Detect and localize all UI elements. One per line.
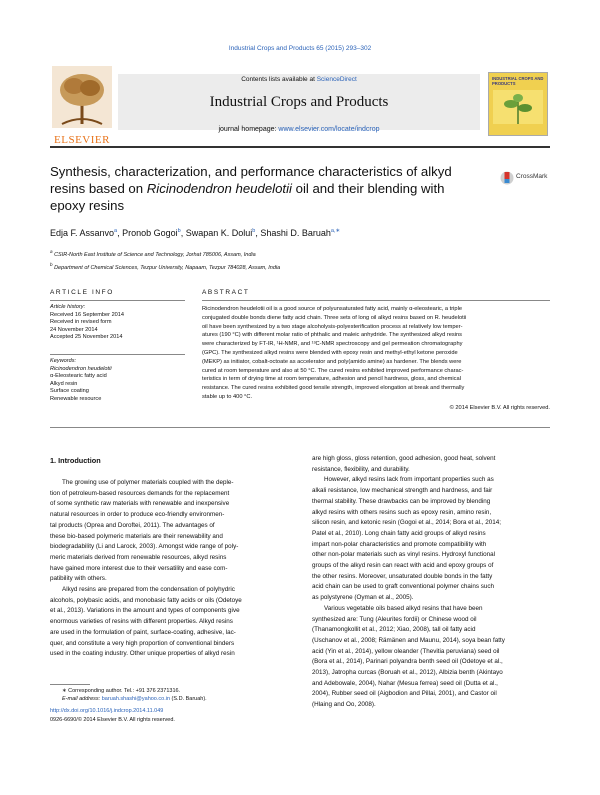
intro-right-line: other non-polar materials such as vinyl resins. Hydroxyl functional (312, 551, 496, 559)
intro-right-line: resistance, flexibility, and durability. (312, 465, 410, 473)
abstract-bottom-rule (50, 427, 550, 428)
intro-right-line: Various vegetable oils based alkyd resins that have been (324, 604, 483, 612)
intro-left-line: used in the coating industry. Other unique properties of alkyd resin (50, 650, 235, 658)
section-heading-introduction: 1. Introduction (50, 456, 101, 465)
intro-left-line: enormous varieties of resins with different properties. Alkyd resins (50, 618, 233, 626)
author[interactable]: Edja F. Assanvo (50, 228, 115, 238)
affiliation-b: $^b$ Department of Chemical Sciences, Tezpur University, Napaam, Tezpur 784028, Assam, India (50, 261, 281, 271)
intro-left-line: patibility with others. (50, 575, 107, 583)
journal-title: Industrial Crops and Products (209, 94, 389, 110)
intro-left-line: The growing use of polymer materials coupled with the deple- (62, 479, 234, 486)
intro-left-line: of some synthetic raw materials with renewable and inexpensive (50, 500, 230, 508)
intro-right-line: are high gloss, gloss retention, good adhesion, good heat, solvent (312, 455, 496, 462)
intro-left-line: are used in the formulation of paint, surface-coating, adhesive, lac- (50, 628, 236, 636)
author[interactable]: Pronob Gogoi (122, 228, 178, 238)
intro-right-line: acid chain can be used to graft conventional polymer chains such (312, 583, 495, 591)
header-rule (50, 146, 550, 148)
header-title-box (118, 74, 480, 130)
intro-right-line: (Thanamongkollit et al., 2012; Xiao, 2008), tall oil fatty acid (312, 626, 476, 634)
email-line: E-mail address: baruah.shashi@yahoo.co.in (S.D. Baruah). (62, 696, 207, 703)
intro-left-line: these bio-based polymeric materials are their renewability and (50, 532, 223, 540)
crossmark-badge[interactable] (500, 168, 550, 190)
journal-header (50, 66, 550, 144)
elsevier-logo (52, 66, 112, 146)
article-info-heading: ARTICLE INFO (50, 289, 114, 296)
intro-left-line: et al., 2013). Variations in the amount and types of components give (50, 607, 240, 615)
footnotes (50, 687, 300, 724)
abstract-heading: ABSTRACT (202, 289, 250, 296)
intro-right-line: the other resins. Moreover, unsaturated double bonds in the fatty (312, 572, 493, 580)
keywords-rule (50, 354, 185, 355)
elsevier-tree-icon (52, 66, 112, 128)
intro-right-line: silicon resin, and ketonic resin (Gogoi et al., 2014; Bora et al., 2014; (312, 519, 502, 527)
affiliation-a: $^a$ CSIR-North East Institute of Science and Technology, Jorhat 785006, Assam, India (50, 249, 256, 258)
intro-right-line: alkyd resins with others resins such as epoxy resin, amino resin, (312, 508, 492, 516)
intro-right-line: alkali resistance, low mechanical strength and hardness, and fair (312, 487, 493, 495)
intro-left-line: have gained more interest due to their versatility and ease com- (50, 564, 228, 572)
copyright: © 2014 Elsevier B.V. All rights reserved. (449, 404, 550, 411)
article-title: Synthesis, characterization, and performance characteristics of alkyd resins based on Ricinodendron heudelotii oil and their blending with epoxy resins (50, 164, 452, 213)
intro-left-line: tal products (Oprea and Doroftei, 2011). The advantages of (50, 521, 215, 529)
intro-left-line: natural resources in order to produce eco-friendly environmen- (50, 511, 225, 519)
corresponding-author: ∗ Corresponding author. Tel.: +91 376 2371316. (62, 688, 181, 694)
affiliations (50, 247, 550, 273)
cover-title: INDUSTRIAL CROPS AND PRODUCTS (492, 76, 544, 86)
intro-right-column (312, 454, 550, 711)
crossmark-label: CrossMark (516, 173, 548, 180)
email-link[interactable]: baruah.shashi@yahoo.co.in (101, 696, 171, 703)
footnote-rule (50, 684, 90, 685)
intro-right-line: Patel et al., 2010). Long chain fatty acid groups of alkyd resins (312, 529, 486, 537)
intro-left-line: meric materials derived from renewable resources, alkyd resins (50, 553, 227, 561)
intro-left-line: tion of petroleum-based resources demands for the replacement (50, 489, 230, 497)
intro-left-line: Alkyd resins are prepared from the condensation of polyhydric (62, 586, 235, 594)
intro-left-column (50, 478, 290, 660)
intro-left-line: quer, and constitute a very high proportion of conventional binders (50, 639, 235, 647)
cover-plant-icon (489, 86, 547, 128)
intro-right-line: and Adebowale, 2004), Nahar (Mesua ferrea) seed oil (Dutta et al., (312, 679, 498, 687)
intro-right-line: thermal stability. These drawbacks can be improved by blending (312, 497, 491, 505)
intro-right-line: (Uschanov et al., 2008; Rämänen and Maunu, 2014), soya bean fatty (312, 636, 505, 644)
publisher-name: ELSEVIER (54, 134, 110, 146)
intro-right-line: synthesized are: Tung (Aleurites fordii) or Chinese wood oil (312, 615, 477, 623)
intro-right-line: (Hlaing and Oo, 2008). (312, 701, 376, 709)
author[interactable]: Shashi D. Baruah (260, 228, 331, 238)
intro-right-line: (Bora et al., 2014), Parinari polyandra benth seed oil (Odetoye et al., (312, 658, 503, 666)
contents-line: Contents lists available at ScienceDirect (241, 76, 357, 83)
intro-right-line: 2004), Rubber seed oil (Aigbodion and Pillai, 2001), and Castor oil (312, 690, 497, 698)
journal-reference[interactable]: Industrial Crops and Products 65 (2015) 293–302 (228, 45, 372, 52)
crossmark-icon (500, 170, 514, 186)
abstract-rule (202, 300, 550, 301)
intro-right-line: However, alkyd resins lack from important properties such as (324, 476, 494, 484)
intro-left-line: alcohols, polybasic acids, and monobasic fatty acids or oils (Odetoye (50, 596, 242, 604)
author-list: Edja F. Assanvo$^a$, Pronob Gogoi$^b$, Swapan K. Dolui$^b$, Shashi D. Baruah$^{a,∗}$ (50, 228, 341, 238)
homepage-line: journal homepage: www.elsevier.com/locate/indcrop (218, 126, 380, 133)
journal-cover (488, 72, 548, 136)
doi-link[interactable]: http://dx.doi.org/10.1016/j.indcrop.2014.11.049 (50, 708, 164, 715)
intro-right-line: 2013), Jatropha curcas (Boruah et al., 2012), Albizia benth (Akintayo (312, 669, 503, 677)
keywords: Keywords: Ricinodendron heudelotii α-Eleostearic fatty acid Alkyd resin Surface coating Renewable resource (50, 358, 112, 402)
abstract-body: Ricinodendron heudelotii oil is a good source of polyunsaturated fatty acid, mainly α-eleostearic, a triple conjugated double bonds diene fatty acid chain. Three sets of long oil alkyd resins based on R. heudelotii oil have been synthesized by a two stage alcoholysis-polyesterification process at relatively low temper- atures (190 °C) with different molar ratio of phthalic and maleic anhydride. The synthesized alkyd resins were characterized by FT-IR, ¹H-NMR, and ¹³C-NMR spectroscopy and gel permeation chromatography (GPC). The synthesized alkyd resins were blended with epoxy resin and methyl-ethyl ketone peroxide (MEKP) as initiator, cobalt-octoate as accelerator and poly(amido amine) as hardener. The blends were cured at room temperature and also at 50 °C. The cured resins exhibited improved performance charac- teristics in term of drying time at room temperature, adhesion and pencil hardness, gloss, and chemical resistance. The cured resins exhibited good tensile strength, improved elongation at break and thermally stable up to 400 °C. © 2014 Elsevier B.V. All rights reserved. (202, 306, 550, 411)
intro-right-line: groups of the alkyd resin can react with acid and epoxy groups of (312, 562, 494, 570)
sciencedirect-link[interactable]: ScienceDirect (316, 76, 357, 83)
homepage-link[interactable]: www.elsevier.com/locate/indcrop (278, 126, 380, 133)
article-history: Article history: Received 16 September 2014 Received in revised form 24 November 2014 Accepted 25 November 2014 (50, 304, 125, 341)
intro-right-line: impart non-polar characteristics and promote compatibility with (312, 540, 487, 548)
intro-right-line: acid (Yin et al., 2014), yellow oleander (Thevitia peruviana) seed oil (312, 647, 500, 655)
intro-right-line: as polystyrene (Oyman et al., 2005). (312, 594, 414, 602)
article-info-rule (50, 300, 185, 301)
intro-left-line: biodegradability (Li and Larock, 2003). Amongst wide range of poly- (50, 543, 239, 551)
author[interactable]: Swapan K. Dolui (185, 228, 253, 238)
issn-line: 0926-6690/© 2014 Elsevier B.V. All rights reserved. (50, 716, 175, 723)
